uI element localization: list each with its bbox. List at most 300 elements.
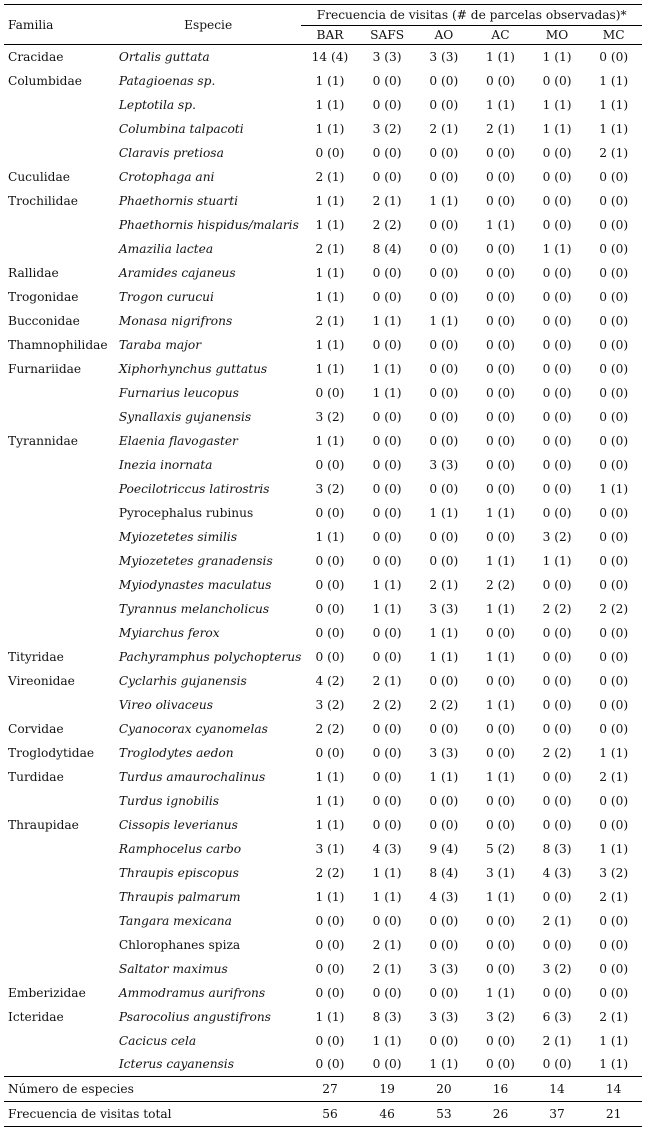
especie-cell: Ortalis guttata <box>118 49 210 64</box>
visit-cell-mc: 2 (1) <box>599 145 629 160</box>
visit-cell-bar: 1 (1) <box>315 889 345 904</box>
visit-cell-safs: 8 (4) <box>372 241 402 256</box>
visit-cell-mc: 0 (0) <box>599 409 629 424</box>
visit-cell-mo: 2 (2) <box>542 745 572 760</box>
especie-cell: Pachyramphus polychopterus <box>118 649 302 664</box>
visit-cell-ac: 0 (0) <box>486 913 515 928</box>
visit-cell-bar: 2 (2) <box>315 865 345 880</box>
visit-cell-safs: 0 (0) <box>372 769 402 784</box>
visit-cell-bar: 1 (1) <box>315 817 345 832</box>
visit-cell-mc: 1 (1) <box>599 1057 629 1072</box>
visit-cell-ac: 0 (0) <box>486 433 515 448</box>
visit-cell-safs: 1 (1) <box>372 313 402 328</box>
visit-cell-bar: 14 (4) <box>311 49 349 64</box>
visit-cell-ac: 0 (0) <box>486 337 515 352</box>
visit-cell-bar: 1 (1) <box>315 73 345 88</box>
visit-cell-mc: 1 (1) <box>599 481 629 496</box>
especie-cell: Aramides cajaneus <box>118 265 236 280</box>
visit-cell-mo: 0 (0) <box>542 505 572 520</box>
visit-cell-bar: 1 (1) <box>315 217 345 232</box>
visit-cell-safs: 0 (0) <box>372 529 402 544</box>
especie-cell: Thraupis palmarum <box>118 889 241 904</box>
visit-cell-mo: 0 (0) <box>542 265 572 280</box>
header-col-ac: AC <box>472 26 529 45</box>
header-especie: Especie <box>115 5 302 45</box>
visit-cell-bar: 0 (0) <box>315 961 345 976</box>
visit-cell-ao: 1 (1) <box>429 769 459 784</box>
visit-cell-safs: 0 (0) <box>372 145 402 160</box>
visit-cell-safs: 0 (0) <box>372 721 402 736</box>
especie-cell: Icterus cayanensis <box>118 1057 234 1072</box>
especie-cell: Pyrocephalus rubinus <box>118 505 254 520</box>
visit-cell-mc: 2 (1) <box>599 1009 629 1024</box>
visit-cell-mo: 1 (1) <box>542 97 572 112</box>
visit-cell-mo: 2 (1) <box>542 1033 572 1048</box>
especie-cell: Ammodramus aurifrons <box>118 985 266 1000</box>
summary-cell-safs: 19 <box>359 1077 416 1102</box>
especie-cell: Tangara mexicana <box>118 913 232 928</box>
visit-cell-mo: 0 (0) <box>542 793 572 808</box>
visit-cell-ao: 0 (0) <box>429 481 459 496</box>
visit-cell-bar: 3 (2) <box>315 481 345 496</box>
familia-cell: Corvidae <box>8 721 64 736</box>
visit-cell-mo: 0 (0) <box>542 889 572 904</box>
visit-cell-mo: 0 (0) <box>542 481 572 496</box>
visit-cell-ac: 0 (0) <box>486 625 515 640</box>
familia-cell: Icteridae <box>8 1009 64 1024</box>
visit-cell-bar: 3 (2) <box>315 697 345 712</box>
visit-cell-mc: 0 (0) <box>599 433 629 448</box>
visit-cell-mo: 0 (0) <box>542 361 572 376</box>
visit-cell-safs: 0 (0) <box>372 1057 402 1072</box>
visit-cell-bar: 1 (1) <box>315 361 345 376</box>
especie-cell: Turdus ignobilis <box>118 793 220 808</box>
visit-cell-ac: 1 (1) <box>486 553 515 568</box>
visit-cell-mc: 0 (0) <box>599 721 629 736</box>
header-col-safs: SAFS <box>359 26 416 45</box>
visit-cell-ao: 3 (3) <box>429 457 459 472</box>
visit-cell-ac: 0 (0) <box>486 313 515 328</box>
visit-cell-mo: 0 (0) <box>542 193 572 208</box>
visit-cell-ac: 1 (1) <box>486 649 515 664</box>
visit-cell-mc: 0 (0) <box>599 313 629 328</box>
visit-cell-ao: 2 (1) <box>429 121 459 136</box>
table-row <box>4 861 642 885</box>
visit-cell-mo: 0 (0) <box>542 721 572 736</box>
visit-cell-ac: 1 (1) <box>486 49 515 64</box>
table-row <box>4 1029 642 1053</box>
familia-cell: Cuculidae <box>8 169 70 184</box>
visit-cell-bar: 0 (0) <box>315 601 345 616</box>
visit-cell-ac: 0 (0) <box>486 169 515 184</box>
familia-cell: Trochilidae <box>8 193 78 208</box>
header-group-title: Frecuencia de visitas (# de parcelas observadas)* <box>301 5 642 26</box>
familia-cell <box>4 789 115 813</box>
visit-cell-ao: 1 (1) <box>429 313 459 328</box>
familia-cell <box>4 453 115 477</box>
visit-cell-bar: 1 (1) <box>315 1009 345 1024</box>
visit-cell-ao: 0 (0) <box>429 265 459 280</box>
visit-cell-mc: 0 (0) <box>599 193 629 208</box>
visit-cell-safs: 0 (0) <box>372 289 402 304</box>
visit-cell-ac: 0 (0) <box>486 73 515 88</box>
visit-cell-safs: 8 (3) <box>372 1009 402 1024</box>
visit-cell-mo: 0 (0) <box>542 313 572 328</box>
visit-cell-ac: 1 (1) <box>486 217 515 232</box>
species-visit-table-container <box>4 4 642 1127</box>
familia-cell: Bucconidae <box>8 313 80 328</box>
especie-cell: Vireo olivaceus <box>118 697 214 712</box>
visit-cell-ao: 8 (4) <box>429 865 459 880</box>
table-row <box>4 333 642 357</box>
visit-cell-mc: 1 (1) <box>599 73 629 88</box>
visit-cell-mo: 3 (2) <box>542 961 572 976</box>
visit-cell-mc: 0 (0) <box>599 553 629 568</box>
especie-cell: Poecilotriccus latirostris <box>118 481 270 496</box>
visit-cell-bar: 0 (0) <box>315 625 345 640</box>
visit-cell-mc: 3 (2) <box>599 865 629 880</box>
especie-cell: Myiozetetes granadensis <box>118 553 273 568</box>
visit-cell-mo: 0 (0) <box>542 985 572 1000</box>
visit-cell-ao: 1 (1) <box>429 625 459 640</box>
header-col-bar: BAR <box>301 26 358 45</box>
visit-cell-safs: 1 (1) <box>372 577 402 592</box>
familia-cell <box>4 885 115 909</box>
visit-cell-safs: 0 (0) <box>372 97 402 112</box>
especie-cell: Myiarchus ferox <box>118 625 220 640</box>
especie-cell: Leptotila sp. <box>118 97 196 112</box>
visit-cell-ao: 1 (1) <box>429 649 459 664</box>
especie-cell: Monasa nigrifrons <box>118 313 233 328</box>
table-row <box>4 381 642 405</box>
especie-cell: Synallaxis gujanensis <box>118 409 252 424</box>
visit-cell-mc: 0 (0) <box>599 937 629 952</box>
especie-cell: Cacicus cela <box>118 1033 197 1048</box>
visit-cell-ac: 0 (0) <box>486 937 515 952</box>
visit-cell-safs: 1 (1) <box>372 889 402 904</box>
visit-cell-ao: 0 (0) <box>429 433 459 448</box>
visit-cell-ao: 0 (0) <box>429 553 459 568</box>
visit-cell-bar: 2 (1) <box>315 169 345 184</box>
especie-cell: Phaethornis hispidus/malaris <box>118 217 299 232</box>
visit-cell-bar: 1 (1) <box>315 193 345 208</box>
visit-cell-ao: 0 (0) <box>429 217 459 232</box>
visit-cell-mo: 0 (0) <box>542 673 572 688</box>
table-row <box>4 957 642 981</box>
visit-cell-ac: 0 (0) <box>486 193 515 208</box>
visit-cell-bar: 0 (0) <box>315 745 345 760</box>
table-row <box>4 213 642 237</box>
table-row <box>4 837 642 861</box>
summary-cell-bar: 27 <box>301 1077 358 1102</box>
visit-cell-mc: 0 (0) <box>599 577 629 592</box>
visit-cell-ac: 1 (1) <box>486 505 515 520</box>
visit-cell-mc: 0 (0) <box>599 625 629 640</box>
table-row <box>4 717 642 741</box>
header-familia: Familia <box>4 5 115 45</box>
familia-cell <box>4 477 115 501</box>
visit-cell-mo: 0 (0) <box>542 337 572 352</box>
visit-cell-safs: 0 (0) <box>372 505 402 520</box>
familia-cell <box>4 957 115 981</box>
especie-cell: Patagioenas sp. <box>118 73 216 88</box>
familia-cell: Tityridae <box>8 649 64 664</box>
visit-cell-mc: 0 (0) <box>599 241 629 256</box>
visit-cell-ao: 0 (0) <box>429 793 459 808</box>
table-row <box>4 981 642 1005</box>
table-row <box>4 141 642 165</box>
visit-cell-mc: 0 (0) <box>599 385 629 400</box>
visit-cell-bar: 0 (0) <box>315 457 345 472</box>
visit-cell-mc: 2 (1) <box>599 769 629 784</box>
visit-cell-ac: 0 (0) <box>486 361 515 376</box>
visit-cell-mc: 0 (0) <box>599 169 629 184</box>
especie-cell: Crotophaga ani <box>118 169 215 184</box>
visit-cell-mo: 0 (0) <box>542 769 572 784</box>
visit-cell-bar: 1 (1) <box>315 529 345 544</box>
table-row <box>4 285 642 309</box>
visit-cell-ao: 0 (0) <box>429 361 459 376</box>
visit-cell-ac: 1 (1) <box>486 697 515 712</box>
visit-cell-safs: 0 (0) <box>372 625 402 640</box>
visit-cell-ac: 0 (0) <box>486 241 515 256</box>
visit-cell-mc: 0 (0) <box>599 961 629 976</box>
familia-cell: Turdidae <box>8 769 64 784</box>
visit-cell-safs: 2 (1) <box>372 673 402 688</box>
visit-cell-ao: 0 (0) <box>429 289 459 304</box>
visit-cell-mc: 2 (2) <box>599 601 629 616</box>
visit-cell-mc: 0 (0) <box>599 505 629 520</box>
visit-cell-ac: 0 (0) <box>486 1033 515 1048</box>
summary-cell-ac: 16 <box>472 1077 529 1102</box>
visit-cell-ao: 0 (0) <box>429 817 459 832</box>
visit-cell-mo: 1 (1) <box>542 553 572 568</box>
visit-cell-mo: 0 (0) <box>542 649 572 664</box>
especie-cell: Furnarius leucopus <box>118 385 239 400</box>
table-row <box>4 261 642 285</box>
table-row <box>4 813 642 837</box>
visit-cell-safs: 0 (0) <box>372 433 402 448</box>
visit-cell-safs: 0 (0) <box>372 553 402 568</box>
visit-cell-ao: 0 (0) <box>429 913 459 928</box>
visit-cell-safs: 0 (0) <box>372 481 402 496</box>
visit-cell-ac: 3 (2) <box>486 1009 515 1024</box>
especie-cell: Inezia inornata <box>118 457 213 472</box>
visit-cell-ao: 1 (1) <box>429 1057 459 1072</box>
visit-cell-ao: 0 (0) <box>429 673 459 688</box>
visit-cell-ao: 0 (0) <box>429 721 459 736</box>
table-row <box>4 405 642 429</box>
especie-cell: Chlorophanes spiza <box>118 937 241 952</box>
especie-cell: Elaenia flavogaster <box>118 433 238 448</box>
especie-cell: Troglodytes aedon <box>118 745 234 760</box>
table-row <box>4 1005 642 1029</box>
visit-cell-ac: 0 (0) <box>486 481 515 496</box>
table-row <box>4 1053 642 1077</box>
familia-cell <box>4 621 115 645</box>
visit-cell-mo: 6 (3) <box>542 1009 572 1024</box>
table-row <box>4 93 642 117</box>
visit-cell-ao: 0 (0) <box>429 985 459 1000</box>
familia-cell <box>4 381 115 405</box>
visit-cell-safs: 0 (0) <box>372 985 402 1000</box>
visit-cell-ao: 3 (3) <box>429 961 459 976</box>
summary-row-species-count <box>4 1077 642 1102</box>
visit-cell-mc: 0 (0) <box>599 649 629 664</box>
visit-cell-mc: 0 (0) <box>599 457 629 472</box>
especie-cell: Cissopis leverianus <box>118 817 238 832</box>
visit-cell-ao: 4 (3) <box>429 889 459 904</box>
visit-cell-ac: 0 (0) <box>486 289 515 304</box>
visit-cell-mo: 0 (0) <box>542 457 572 472</box>
visit-cell-mo: 0 (0) <box>542 937 572 952</box>
visit-cell-bar: 3 (2) <box>315 409 345 424</box>
visit-cell-ao: 1 (1) <box>429 505 459 520</box>
visit-cell-ao: 3 (3) <box>429 1009 459 1024</box>
visit-cell-ac: 1 (1) <box>486 97 515 112</box>
visit-cell-ao: 0 (0) <box>429 409 459 424</box>
table-row <box>4 933 642 957</box>
especie-cell: Ramphocelus carbo <box>118 841 242 856</box>
visit-cell-bar: 2 (2) <box>315 721 345 736</box>
visit-cell-ac: 0 (0) <box>486 1057 515 1072</box>
visit-cell-bar: 1 (1) <box>315 97 345 112</box>
visit-cell-ao: 2 (2) <box>429 697 459 712</box>
visit-cell-safs: 0 (0) <box>372 265 402 280</box>
visit-cell-ac: 0 (0) <box>486 409 515 424</box>
visit-cell-mo: 2 (2) <box>542 601 572 616</box>
visit-cell-mo: 1 (1) <box>542 121 572 136</box>
visit-cell-bar: 0 (0) <box>315 913 345 928</box>
especie-cell: Psarocolius angustifrons <box>118 1009 271 1024</box>
visit-cell-safs: 0 (0) <box>372 793 402 808</box>
visit-cell-safs: 3 (2) <box>372 121 402 136</box>
visit-cell-ao: 0 (0) <box>429 169 459 184</box>
especie-cell: Columbina talpacoti <box>118 121 244 136</box>
table-row <box>4 69 642 93</box>
summary-cell-mo: 37 <box>529 1102 586 1127</box>
especie-cell: Xiphorhynchus guttatus <box>118 361 268 376</box>
visit-cell-ac: 1 (1) <box>486 601 515 616</box>
familia-cell <box>4 549 115 573</box>
summary-label: Número de especies <box>4 1077 301 1102</box>
table-row <box>4 357 642 381</box>
visit-cell-bar: 0 (0) <box>315 553 345 568</box>
visit-cell-ao: 0 (0) <box>429 529 459 544</box>
summary-cell-bar: 56 <box>301 1102 358 1127</box>
visit-cell-safs: 2 (2) <box>372 697 402 712</box>
table-summary <box>4 1077 642 1127</box>
visit-cell-ac: 5 (2) <box>486 841 515 856</box>
visit-cell-ac: 0 (0) <box>486 793 515 808</box>
especie-cell: Myiozetetes similis <box>118 529 238 544</box>
visit-cell-mc: 0 (0) <box>599 793 629 808</box>
visit-cell-safs: 0 (0) <box>372 169 402 184</box>
especie-cell: Trogon curucui <box>118 289 214 304</box>
visit-cell-ac: 0 (0) <box>486 721 515 736</box>
familia-cell: Cracidae <box>8 49 64 64</box>
visit-cell-safs: 0 (0) <box>372 817 402 832</box>
visit-cell-ac: 0 (0) <box>486 145 515 160</box>
visit-cell-mo: 0 (0) <box>542 217 572 232</box>
visit-cell-bar: 0 (0) <box>315 577 345 592</box>
visit-cell-ao: 2 (1) <box>429 577 459 592</box>
visit-cell-ao: 3 (3) <box>429 745 459 760</box>
familia-cell: Trogonidae <box>8 289 79 304</box>
visit-cell-bar: 3 (1) <box>315 841 345 856</box>
visit-cell-safs: 2 (2) <box>372 217 402 232</box>
summary-label: Frecuencia de visitas total <box>4 1102 301 1127</box>
visit-cell-mo: 0 (0) <box>542 817 572 832</box>
visit-cell-safs: 0 (0) <box>372 913 402 928</box>
especie-cell: Claravis pretiosa <box>118 145 224 160</box>
table-row <box>4 453 642 477</box>
visit-cell-bar: 1 (1) <box>315 265 345 280</box>
visit-cell-ao: 3 (3) <box>429 49 459 64</box>
familia-cell <box>4 597 115 621</box>
especie-cell: Turdus amaurochalinus <box>118 769 266 784</box>
summary-cell-ao: 20 <box>416 1077 473 1102</box>
visit-cell-bar: 0 (0) <box>315 145 345 160</box>
visit-cell-ac: 0 (0) <box>486 457 515 472</box>
especie-cell: Myiodynastes maculatus <box>118 577 272 592</box>
familia-cell: Troglodytidae <box>8 745 95 760</box>
table-row <box>4 597 642 621</box>
familia-cell: Vireonidae <box>8 673 75 688</box>
table-row <box>4 885 642 909</box>
visit-cell-bar: 0 (0) <box>315 1033 345 1048</box>
table-row <box>4 477 642 501</box>
familia-cell <box>4 117 115 141</box>
visit-cell-mc: 0 (0) <box>599 913 629 928</box>
table-row <box>4 645 642 669</box>
visit-cell-ao: 0 (0) <box>429 937 459 952</box>
visit-cell-bar: 0 (0) <box>315 937 345 952</box>
especie-cell: Cyanocorax cyanomelas <box>118 721 268 736</box>
familia-cell <box>4 909 115 933</box>
visit-cell-mc: 2 (1) <box>599 889 629 904</box>
especie-cell: Thraupis episcopus <box>118 865 239 880</box>
visit-cell-ao: 3 (3) <box>429 601 459 616</box>
visit-cell-ac: 3 (1) <box>486 865 515 880</box>
species-visit-table <box>4 4 642 1127</box>
visit-cell-mo: 0 (0) <box>542 73 572 88</box>
visit-cell-ao: 0 (0) <box>429 337 459 352</box>
summary-cell-ac: 26 <box>472 1102 529 1127</box>
visit-cell-mc: 1 (1) <box>599 745 629 760</box>
especie-cell: Tyrannus melancholicus <box>118 601 270 616</box>
visit-cell-ao: 0 (0) <box>429 97 459 112</box>
table-row <box>4 45 642 69</box>
visit-cell-safs: 2 (1) <box>372 961 402 976</box>
familia-cell <box>4 1053 115 1077</box>
visit-cell-mo: 2 (1) <box>542 913 572 928</box>
familia-cell <box>4 93 115 117</box>
visit-cell-ao: 0 (0) <box>429 73 459 88</box>
visit-cell-ac: 0 (0) <box>486 817 515 832</box>
visit-cell-bar: 1 (1) <box>315 289 345 304</box>
table-row <box>4 117 642 141</box>
visit-cell-bar: 4 (2) <box>315 673 345 688</box>
visit-cell-mo: 0 (0) <box>542 697 572 712</box>
header-col-mc: MC <box>585 26 642 45</box>
visit-cell-mo: 4 (3) <box>542 865 572 880</box>
visit-cell-safs: 4 (3) <box>372 841 402 856</box>
visit-cell-mc: 0 (0) <box>599 673 629 688</box>
table-row <box>4 429 642 453</box>
table-row <box>4 765 642 789</box>
familia-cell <box>4 405 115 429</box>
